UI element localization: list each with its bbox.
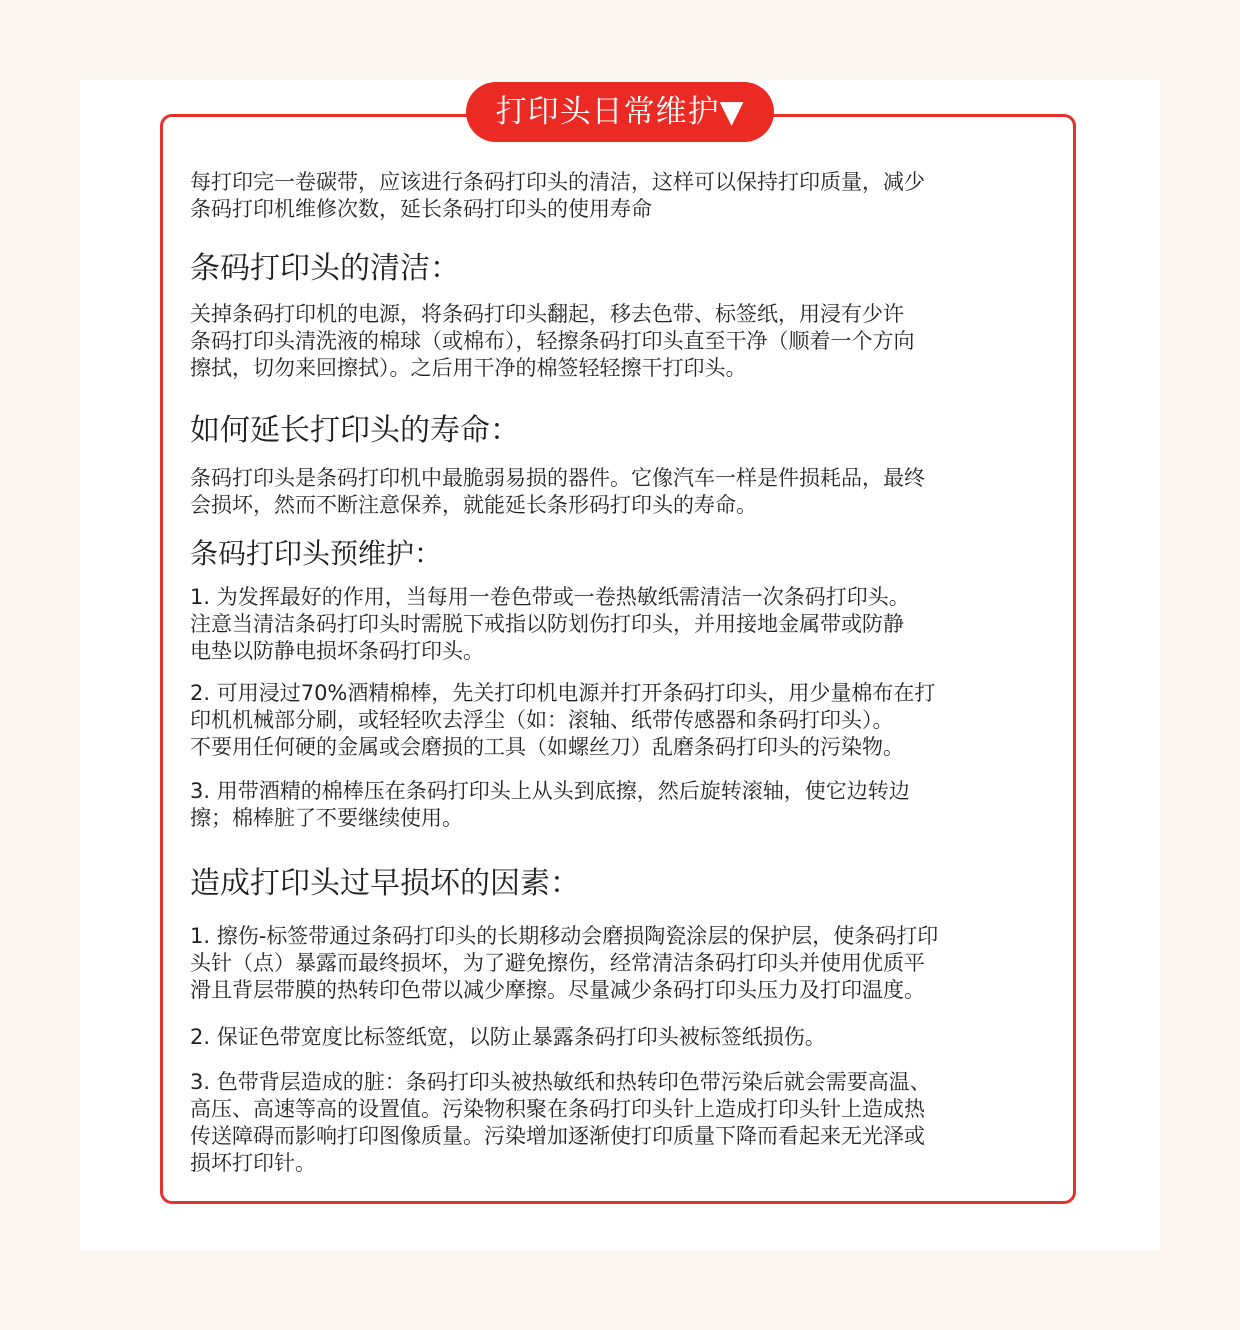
intro-paragraph: [190, 169, 1065, 223]
prevention-line: 不要用任何硬的金属或会磨损的工具（如螺丝刀）乱磨条码打印头的污染物。: [190, 735, 904, 759]
intro-line: 每打印完一卷碳带，应该进行条码打印头的清洁，这样可以保持打印质量，减少: [190, 170, 925, 194]
damage-heading: 造成打印头过早损坏的因素：: [190, 866, 580, 901]
prevention-line: 1. 为发挥最好的作用，当每用一卷色带或一卷热敏纸需清洁一次条码打印头。: [190, 585, 910, 609]
prevention-item-3: [190, 778, 1065, 832]
prevention-line: 3. 用带酒精的棉棒压在条码打印头上从头到底擦，然后旋转滚轴，使它边转边: [190, 779, 910, 803]
cleaning-line: 关掉条码打印机的电源，将条码打印头翻起，移去色带、标签纸，用浸有少许: [190, 302, 904, 326]
damage-line: 2. 保证色带宽度比标签纸宽，以防止暴露条码打印头被标签纸损伤。: [190, 1025, 826, 1049]
prevention-line: 注意当清洁条码打印头时需脱下戒指以防划伤打印头，并用接地金属带或防静: [190, 612, 904, 636]
prevention-line: 电垫以防静电损坏条码打印头。: [190, 639, 484, 663]
damage-item-2: [190, 1024, 1065, 1051]
damage-item-1: [190, 923, 1065, 1004]
prevention-item-1: [190, 584, 1065, 665]
prevention-line: 2. 可用浸过70%酒精棉棒，先关打印机电源并打开条码打印头，用少量棉布在打: [190, 681, 936, 705]
prevention-line: 印机机械部分刷，或轻轻吹去浮尘（如：滚轴、纸带传感器和条码打印头）。: [190, 708, 894, 732]
lifespan-paragraph: [190, 465, 1065, 519]
intro-line: 条码打印机维修次数，延长条码打印头的使用寿命: [190, 197, 652, 221]
lifespan-heading: 如何延长打印头的寿命：: [190, 413, 520, 448]
prevention-line: 擦；棉棒脏了不要继续使用。: [190, 806, 463, 830]
cleaning-line: 条码打印头清洗液的棉球（或棉布），轻擦条码打印头直至干净（顺着一个方向: [190, 329, 915, 353]
lifespan-line: 会损坏，然而不断注意保养，就能延长条形码打印头的寿命。: [190, 493, 757, 517]
damage-line: 高压、高速等高的设置值。污染物积聚在条码打印头针上造成打印头针上造成热: [190, 1097, 925, 1121]
damage-line: 滑且背层带膜的热转印色带以减少摩擦。尽量减少条码打印头压力及打印温度。: [190, 978, 925, 1002]
lifespan-line: 条码打印头是条码打印机中最脆弱易损的器件。它像汽车一样是件损耗品，最终: [190, 466, 925, 490]
damage-line: 传送障碍而影响打印图像质量。污染增加逐渐使打印质量下降而看起来无光泽或: [190, 1124, 925, 1148]
cleaning-heading: 条码打印头的清洁：: [190, 251, 460, 286]
damage-line: 损坏打印针。: [190, 1151, 316, 1175]
cleaning-line: 擦拭，切勿来回擦拭）。之后用干净的棉签轻轻擦干打印头。: [190, 356, 747, 380]
damage-line: 3. 色带背层造成的脏：条码打印头被热敏纸和热转印色带污染后就会需要高温、: [190, 1070, 931, 1094]
prevention-item-2: [190, 680, 1065, 761]
damage-line: 头针（点）暴露而最终损坏，为了避免擦伤，经常清洁条码打印头并使用优质平: [190, 951, 925, 975]
damage-line: 1. 擦伤-标签带通过条码打印头的长期移动会磨损陶瓷涂层的保护层，使条码打印: [190, 924, 939, 948]
section-title-badge: 打印头日常维护▼: [466, 82, 774, 142]
damage-item-3: [190, 1069, 1065, 1177]
prevention-heading: 条码打印头预维护：: [190, 537, 443, 570]
cleaning-paragraph: [190, 301, 1065, 382]
